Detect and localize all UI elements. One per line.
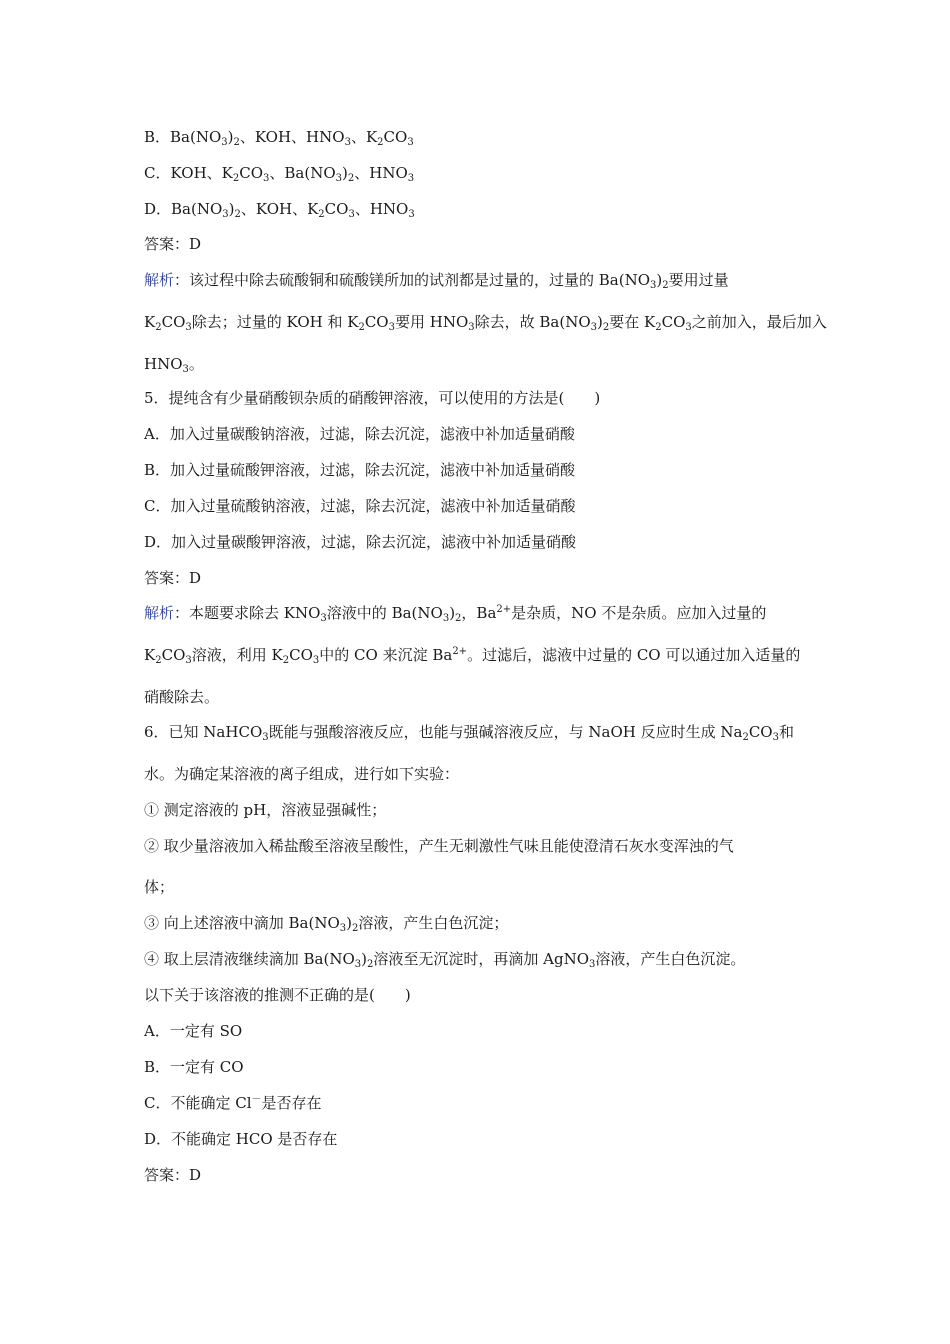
- q4-option-d: D．$Ba(NO_3)_2$、KOH、$K_2CO_3$、$HNO_3$: [144, 200, 415, 220]
- q5-stem: 5．提纯含有少量硝酸钡杂质的硝酸钾溶液，可以使用的方法是( ): [144, 389, 601, 407]
- q6-step-2: ② 取少量溶液加入稀盐酸至溶液呈酸性，产生无刺激性气味且能使澄清石灰水变浑浊的气: [144, 837, 734, 855]
- q4-option-c: C．KOH、$K_2CO_3$、$Ba(NO_3)_2$、$HNO_3$: [144, 164, 415, 184]
- q4-answer: 答案：D: [144, 235, 202, 253]
- q4-analysis-line-3: $HNO_3$。: [144, 355, 204, 375]
- q5-analysis-line-2: $K_2CO_3$溶液，利用 $K_2CO_3$中的 CO 来沉淀 $Ba^{2+}$。过滤后，滤液中过量的 CO 可以通过加入适量的: [144, 646, 801, 666]
- q6-step-1: ① 测定溶液的 pH，溶液显强碱性；: [144, 801, 387, 819]
- q5-analysis-line-3: 硝酸除去。: [144, 688, 220, 706]
- q5-option-d: D．加入过量碳酸钾溶液，过滤，除去沉淀，滤液中补加适量硝酸: [144, 533, 577, 551]
- q4-analysis-line-1: 解析：该过程中除去硫酸铜和硫酸镁所加的试剂都是过量的，过量的 $Ba(NO_3)_2$要用过量: [144, 271, 729, 291]
- q5-option-c: C．加入过量硫酸钠溶液，过滤，除去沉淀，滤液中补加适量硝酸: [144, 497, 576, 515]
- analysis-label: 解析: [144, 271, 175, 289]
- q6-option-b: B．一定有 CO: [144, 1058, 244, 1076]
- q6-stem-line-2: 水。为确定某溶液的离子组成，进行如下实验：: [144, 765, 460, 783]
- q6-question: 以下关于该溶液的推测不正确的是( ): [144, 986, 411, 1004]
- q6-step-2-cont: 体；: [144, 878, 175, 896]
- q6-step-3: ③ 向上述溶液中滴加 $Ba(NO_3)_2$溶液，产生白色沉淀；: [144, 914, 509, 934]
- q6-option-d: D．不能确定 HCO 是否存在: [144, 1130, 338, 1148]
- q6-stem-line-1: 6．已知 NaHCO$_3$既能与强酸溶液反应，也能与强碱溶液反应，与 NaOH 反应时生成 $Na_2CO_3$和: [144, 723, 794, 743]
- q5-option-a: A．加入过量碳酸钠溶液，过滤，除去沉淀，滤液中补加适量硝酸: [144, 425, 575, 443]
- q6-answer: 答案：D: [144, 1166, 202, 1184]
- q5-option-b: B．加入过量硫酸钾溶液，过滤，除去沉淀，滤液中补加适量硝酸: [144, 461, 576, 479]
- q6-option-a: A．一定有 SO: [144, 1022, 243, 1040]
- q4-analysis-line-2: $K_2CO_3$除去；过量的 KOH 和 $K_2CO_3$要用 $HNO_3$除去，故 $Ba(NO_3)_2$要在 $K_2CO_3$之前加入，最后加入: [144, 313, 827, 333]
- q6-option-c: C．不能确定 Cl－是否存在: [144, 1094, 322, 1112]
- q5-answer: 答案：D: [144, 569, 202, 587]
- analysis-label: 解析: [144, 604, 175, 622]
- q6-step-4: ④ 取上层清液继续滴加 $Ba(NO_3)_2$溶液至无沉淀时，再滴加 AgNO$_3$溶液，产生白色沉淀。: [144, 950, 746, 970]
- q5-analysis-line-1: 解析：本题要求除去 $KNO_3$溶液中的 $Ba(NO_3)_2$，$Ba^{2+}$是杂质，NO 不是杂质。应加入过量的: [144, 604, 767, 624]
- q4-option-b: B．$Ba(NO_3)_2$、KOH、$HNO_3$、$K_2CO_3$: [144, 128, 414, 148]
